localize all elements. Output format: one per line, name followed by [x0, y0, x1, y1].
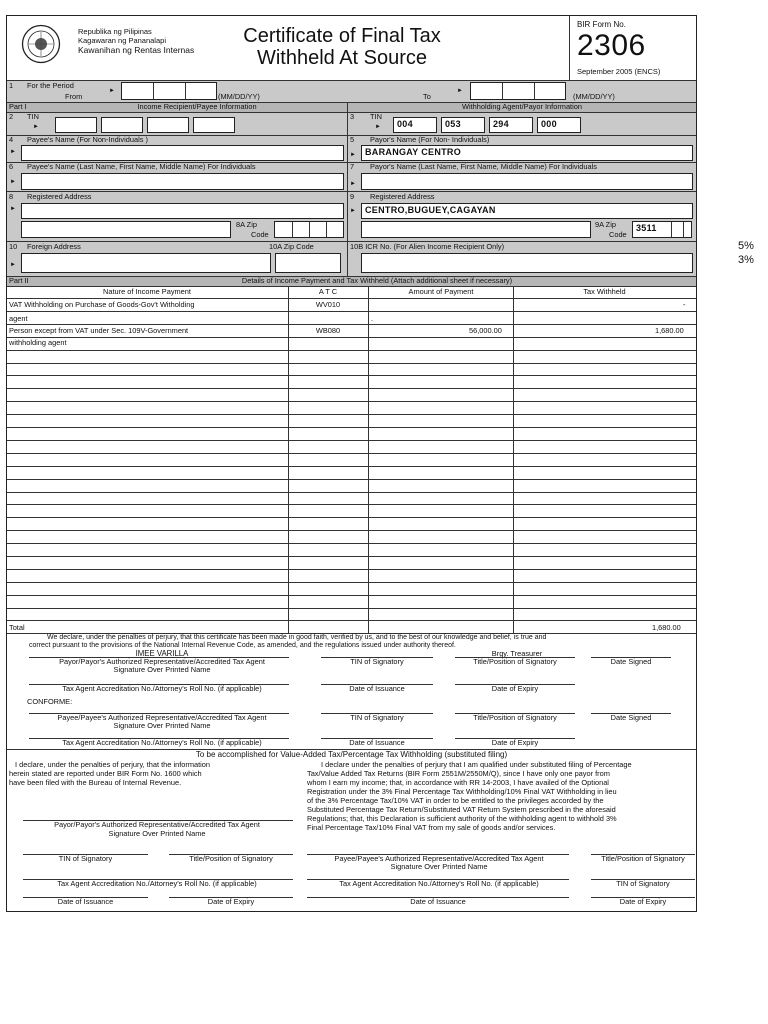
sub-payee-accreditation-label: Tax Agent Accreditation No./Attorney's Roll No. (if applicable) — [339, 879, 539, 888]
payee-name-nonind-label: Payee's Name (For Non-Individuals ) — [27, 135, 148, 144]
foreign-address-field[interactable] — [21, 253, 271, 273]
income-payment-table — [7, 298, 696, 634]
accreditation-label: Tax Agent Accreditation No./Attorney's Roll No. (if applicable) — [62, 684, 262, 693]
arrow-icon: ► — [33, 124, 39, 130]
sub-tin-signatory-label: TIN of Signatory — [58, 854, 113, 863]
payee-tin-field-2[interactable] — [101, 117, 143, 133]
payee-section-heading: Income Recipient/Payee Information — [137, 102, 257, 111]
payor-name-nonind-label: Payor's Name (For Non- Individuals) — [370, 135, 490, 144]
substituted-heading: To be accomplished for Value-Added Tax/Percentage Tax Withholding (substituted filing) — [195, 750, 508, 759]
agency-line-2: Kagawaran ng Pananalapi — [78, 36, 166, 45]
item-number-2: 2 — [9, 112, 14, 121]
payee-address-field-2[interactable] — [21, 221, 231, 238]
sub-title-position-label: Title/Position of Signatory — [189, 854, 273, 863]
item-number-3: 3 — [350, 112, 355, 121]
row-3-atc: WB080 — [315, 326, 341, 335]
payee-address-label: Registered Address — [27, 192, 92, 201]
icr-label: 10B ICR No. (For Alien Income Recipient Only) — [350, 242, 505, 251]
table-row-line — [7, 620, 696, 621]
from-date-format: (MM/DD/YY) — [218, 92, 260, 101]
payee-date-expiry-label: Date of Expiry — [491, 738, 539, 747]
table-row-line — [7, 427, 696, 428]
item-number-5: 5 — [350, 135, 355, 144]
form-title-line-2: Withheld At Source — [256, 47, 428, 69]
col-nature-header: Nature of Income Payment — [103, 287, 191, 296]
sub-accreditation-label: Tax Agent Accreditation No./Attorney's Roll No. (if applicable) — [57, 879, 257, 888]
tin-signatory-label: TIN of Signatory — [350, 657, 404, 666]
table-row-line — [7, 440, 696, 441]
arrow-icon: ► — [10, 149, 16, 155]
payor-name-nonind-field[interactable]: BARANGAY CENTRO — [361, 145, 693, 161]
payor-tin-field-4[interactable]: 000 — [537, 117, 581, 133]
sub-payor-sig-label-1: Payor/Payor's Authorized Representative/Accredited Tax Agent — [54, 820, 260, 829]
arrow-icon: ► — [350, 208, 356, 214]
payee-sig-label-1: Payee/Payee's Authorized Representative/Accredited Tax Agent — [57, 713, 267, 722]
table-row-line — [7, 401, 696, 402]
item-number-8: 8 — [9, 192, 14, 201]
side-note-2: 3% — [738, 254, 754, 266]
payee-name-nonind-field[interactable] — [21, 145, 344, 161]
period-label: For the Period — [27, 81, 74, 90]
date-signed-label: Date Signed — [610, 657, 652, 666]
total-label: Total — [9, 623, 25, 632]
sub-payee-sig-label-1: Payee/Payee's Authorized Representative/Accredited Tax Agent — [334, 854, 544, 863]
table-row-line — [7, 311, 696, 312]
form-title-line-1: Certificate of Final Tax — [243, 25, 441, 47]
table-row-line — [7, 337, 696, 338]
col-amount-header: Amount of Payment — [408, 287, 474, 296]
arrow-icon: ► — [350, 152, 356, 158]
table-row-line — [7, 375, 696, 376]
table-row-line — [7, 517, 696, 518]
payee-tin-signatory-label: TIN of Signatory — [350, 713, 404, 722]
row-1-nature: VAT Withholding on Purchase of Goods-Gov't Witholding — [9, 300, 195, 309]
table-row-line — [7, 414, 696, 415]
conforme-label: CONFORME: — [27, 697, 73, 706]
arrow-icon: ► — [375, 124, 381, 130]
arrow-icon: ► — [457, 88, 463, 94]
arrow-icon: ► — [109, 88, 115, 94]
table-row-line — [7, 595, 696, 596]
foreign-zip-field[interactable] — [275, 253, 341, 273]
payor-sig-label-2: Signature Over Printed Name — [113, 665, 211, 674]
table-row-line — [7, 582, 696, 583]
payee-tin-field-4[interactable] — [193, 117, 235, 133]
payee-date-signed-label: Date Signed — [610, 713, 652, 722]
form-number: 2306 — [577, 29, 646, 62]
payor-section-heading: Withholding Agent/Payor Information — [462, 102, 582, 111]
payor-tin-field-1[interactable]: 004 — [393, 117, 437, 133]
table-row-line — [7, 543, 696, 544]
payor-signatory-title: Brgy. Treasurer — [491, 649, 543, 658]
table-row-line — [7, 504, 696, 505]
payor-tin-field-2[interactable]: 053 — [441, 117, 485, 133]
table-row-line — [7, 388, 696, 389]
payee-sig-label-2: Signature Over Printed Name — [113, 721, 211, 730]
payor-zip-field[interactable]: 3511 — [632, 221, 692, 238]
payor-name-ind-label: Payor's Name (Last Name, First Name, Middle Name) For Individuals — [370, 162, 597, 171]
form-title — [217, 25, 467, 69]
payor-address-field[interactable]: CENTRO,BUGUEY,CAGAYAN — [361, 203, 693, 219]
table-row-line — [7, 530, 696, 531]
payor-zip-label-2: Code — [609, 230, 627, 239]
payee-name-ind-label: Payee's Name (Last Name, First Name, Middle Name) For Individuals — [27, 162, 256, 171]
item-number-6: 6 — [9, 162, 14, 171]
sub-payee-date-expiry-label: Date of Expiry — [619, 897, 667, 906]
item-number-9: 9 — [350, 192, 355, 201]
col-atc-header: A T C — [318, 287, 338, 296]
payee-address-field[interactable] — [21, 203, 344, 219]
row-3-nature: Person except from VAT under Sec. 109V-Government — [9, 326, 189, 335]
sub-payee-sig-label-2: Signature Over Printed Name — [390, 862, 488, 871]
payee-zip-label-1: 8A Zip — [236, 220, 257, 229]
payee-name-ind-field[interactable] — [21, 173, 344, 190]
payee-accreditation-label: Tax Agent Accreditation No./Attorney's Roll No. (if applicable) — [62, 738, 262, 747]
table-row-line — [7, 479, 696, 480]
payor-signatory-name: IMEE VARILLA — [135, 649, 189, 658]
row-2-nature: agent — [9, 314, 28, 323]
from-label: From — [65, 92, 83, 101]
payee-tin-label: TIN — [27, 112, 39, 121]
bir-logo-icon — [21, 24, 61, 64]
row-1-atc: WV010 — [315, 300, 341, 309]
sub-payee-date-issuance-label: Date of Issuance — [410, 897, 466, 906]
item-number-1: 1 — [9, 81, 14, 90]
arrow-icon: ► — [10, 262, 16, 268]
icr-field[interactable] — [361, 253, 693, 273]
agency-line-1: Republika ng Pilipinas — [78, 27, 152, 36]
item-number-10: 10 — [9, 242, 18, 251]
to-label: To — [423, 92, 431, 101]
payee-title-position-label: Title/Position of Signatory — [473, 713, 557, 722]
item-number-7: 7 — [350, 162, 355, 171]
table-row-line — [7, 453, 696, 454]
payor-tin-field-3[interactable]: 294 — [489, 117, 533, 133]
date-expiry-label: Date of Expiry — [491, 684, 539, 693]
total-value: 1,680.00 — [652, 623, 681, 632]
payor-address-label: Registered Address — [370, 192, 435, 201]
declaration-line-1: We declare, under the penalties of perjury, that this certificate has been made in good faith, verified by us, and to the best of our knowledge and belief, is true and — [47, 634, 547, 641]
arrow-icon: ► — [10, 179, 16, 185]
part-1-label: Part I — [9, 102, 27, 111]
foreign-address-label: Foreign Address — [27, 242, 81, 251]
row-3-amount: 56,000.00 — [469, 326, 502, 335]
table-row-line — [7, 466, 696, 467]
payor-zip-label-1: 9A Zip — [595, 220, 616, 229]
table-row-line — [7, 556, 696, 557]
arrow-icon: ► — [350, 181, 356, 187]
sub-payor-sig-label-2: Signature Over Printed Name — [108, 829, 206, 838]
payee-zip-label-2: Code — [251, 230, 269, 239]
part-2-heading: Details of Income Payment and Tax Withheld (Attach additional sheet if necessary) — [241, 276, 513, 285]
payor-name-ind-field[interactable] — [361, 173, 693, 190]
form-version: September 2005 (ENCS) — [577, 67, 661, 76]
declaration-line-2: correct pursuant to the provisions of the National Internal Revenue Code, as amended, and the regulations issued under authority thereof. — [29, 642, 456, 649]
table-row-line — [7, 324, 696, 325]
payor-tin-label: TIN — [370, 112, 382, 121]
table-row-line — [7, 608, 696, 609]
part-2-label: Part II — [9, 276, 29, 285]
period-from-field[interactable] — [121, 82, 217, 100]
col-tax-header: Tax Withheld — [583, 287, 626, 296]
table-row-line — [7, 350, 696, 351]
item-number-4: 4 — [9, 135, 14, 144]
bir-form-2306: Republika ng Pilipinas Kagawaran ng Pananalapi Kawanihan ng Rentas Internas Certificate of Final Tax Withheld At Source BIR Form No. 2306 September 2005 (ENCS) 1 For the Period From ► (MM/DD/YY) To ► (MM/DD/YY) Part I Income Recipient/Payee Information Withholding Agent/Payor Information 2 TIN ► 3 TIN ► 004 053 294 000 4 Payee's Name (For Non-Individuals ) ► 5 Payor's Name (For Non- Individuals) ► BARANGAY CENTRO 6 Payee's Name (Last Name, First Name, Middle Name) For Individuals ► 7 Payor's Name (Last Name, First Name, Middle Name) For Individuals ► 8 Registered Address ► 8A Zip Code 9 Registered Address ► CENTRO,BUGUEY,CAGAYAN 9A Zip Code 3511 10 Foreign Address ► 10A Zip Code 10B ICR No. (For Alien Income Recipient Only) Part II Details of Income Payment and Tax Withheld (Attach additional sheet if necessary) Nature of Income Payment A T C Amount of Payment Tax Withheld VAT Withholding on Purchase of Goods-Gov't Witholding WV010 - agent . Person except from VAT under Sec. 109V-Government WB080 56,000.00 1,680.00 withholding agent Total 1,680.00 We declare, under the penalties of perjury, that this certificate has been made in good faith, verified by us, and to the best of our knowledge and belief, is true and correct pursuant to the provisions of the National Internal Revenue Code, as amended, and the regulations issued under authority thereof. IMEE VARILLA Brgy. Treasurer Payor/Payor's Authorized Representative/Accredited Tax Agent Signature Over Printed Name TIN of Signatory Title/Position of Signatory Date Signed Tax Agent Accreditation No./Attorney's Roll No. (if applicable) Date of Issuance Date of Expiry CONFORME: Payee/Payee's Authorized Representative/Accredited Tax Agent Signature Over Printed Name TIN of Signatory Title/Position of Signatory Date Signed Tax Agent Accreditation No./Attorney's Roll No. (if applicable) Date of Issuance Date of Expiry To be accomplished for Value-Added Tax/Percentage Tax Withholding (substituted filing) I declare, under the penalties of perjury, that the information herein stated are reported under BIR Form No. 1600 which have been filed with the Bureau of Internal Revenue. I declare under the penalties of perjury that I am qualified under substituted filing of Percentage Tax/Value Added Tax Returns (BIR Form 2551M/2550M/Q), since I have only one payor from whom I earn my income; that, in accordance with RR 14-2003, I have availed of the Optional Registration under the 3% Final Percentage Tax Withholding/10% Final VAT Withholding in lieu of the 3% Percentage Tax/10% VAT in order to be entitled to the privileges accorded by the Substituted Percentage Tax Return/Substituted VAT Return System prescribed in the aforesaid Regulations; that, this Declaration is sufficient authority of the withholding agent to withhold 3% Final Percentage Tax/10% Final VAT from my sale of goods and/or services. Payor/Payor's Authorized Representative/Accredited Tax Agent Signature Over Printed Name TIN of Signatory Title/Position of Signatory Payee/Payee's Authorized Representative/Accredited Tax Agent Signature Over Printed Name Title/Position of Signatory Tax Agent Accreditation No./Attorney's Roll No. (if applicable) Tax Agent Accreditation No./Attorney's Roll No. (if applicable) TIN of Signatory Date of Issuance Date of Expiry Date of Issuance Date of Expiry — [6, 15, 697, 912]
sub-payee-tin-signatory-label: TIN of Signatory — [616, 879, 670, 888]
row-3-tax: 1,680.00 — [655, 326, 684, 335]
sub-date-expiry-label: Date of Expiry — [207, 897, 255, 906]
title-position-label: Title/Position of Signatory — [473, 657, 557, 666]
date-issuance-label: Date of Issuance — [349, 684, 405, 693]
side-note-1: 5% — [738, 240, 754, 252]
payee-zip-field[interactable] — [274, 221, 344, 238]
payee-tin-field-1[interactable] — [55, 117, 97, 133]
period-to-field[interactable] — [470, 82, 566, 100]
row-2-amount: . — [371, 314, 374, 323]
payor-sig-label-1: Payor/Payor's Authorized Representative/Accredited Tax Agent — [59, 657, 265, 666]
arrow-icon: ► — [10, 206, 16, 212]
table-row-line — [7, 363, 696, 364]
table-row-line — [7, 492, 696, 493]
table-row-line — [7, 569, 696, 570]
row-4-nature: withholding agent — [9, 338, 67, 347]
form-label: BIR Form No. — [577, 20, 626, 29]
agency-line-3: Kawanihan ng Rentas Internas — [78, 45, 195, 55]
payee-date-issuance-label: Date of Issuance — [349, 738, 405, 747]
sub-date-issuance-label: Date of Issuance — [57, 897, 114, 906]
row-1-tax: - — [683, 300, 686, 309]
payee-tin-field-3[interactable] — [147, 117, 189, 133]
foreign-zip-label: 10A Zip Code — [269, 242, 314, 251]
payor-address-field-2[interactable] — [361, 221, 591, 238]
to-date-format: (MM/DD/YY) — [573, 92, 615, 101]
sub-payee-title-position-label: Title/Position of Signatory — [601, 854, 685, 863]
